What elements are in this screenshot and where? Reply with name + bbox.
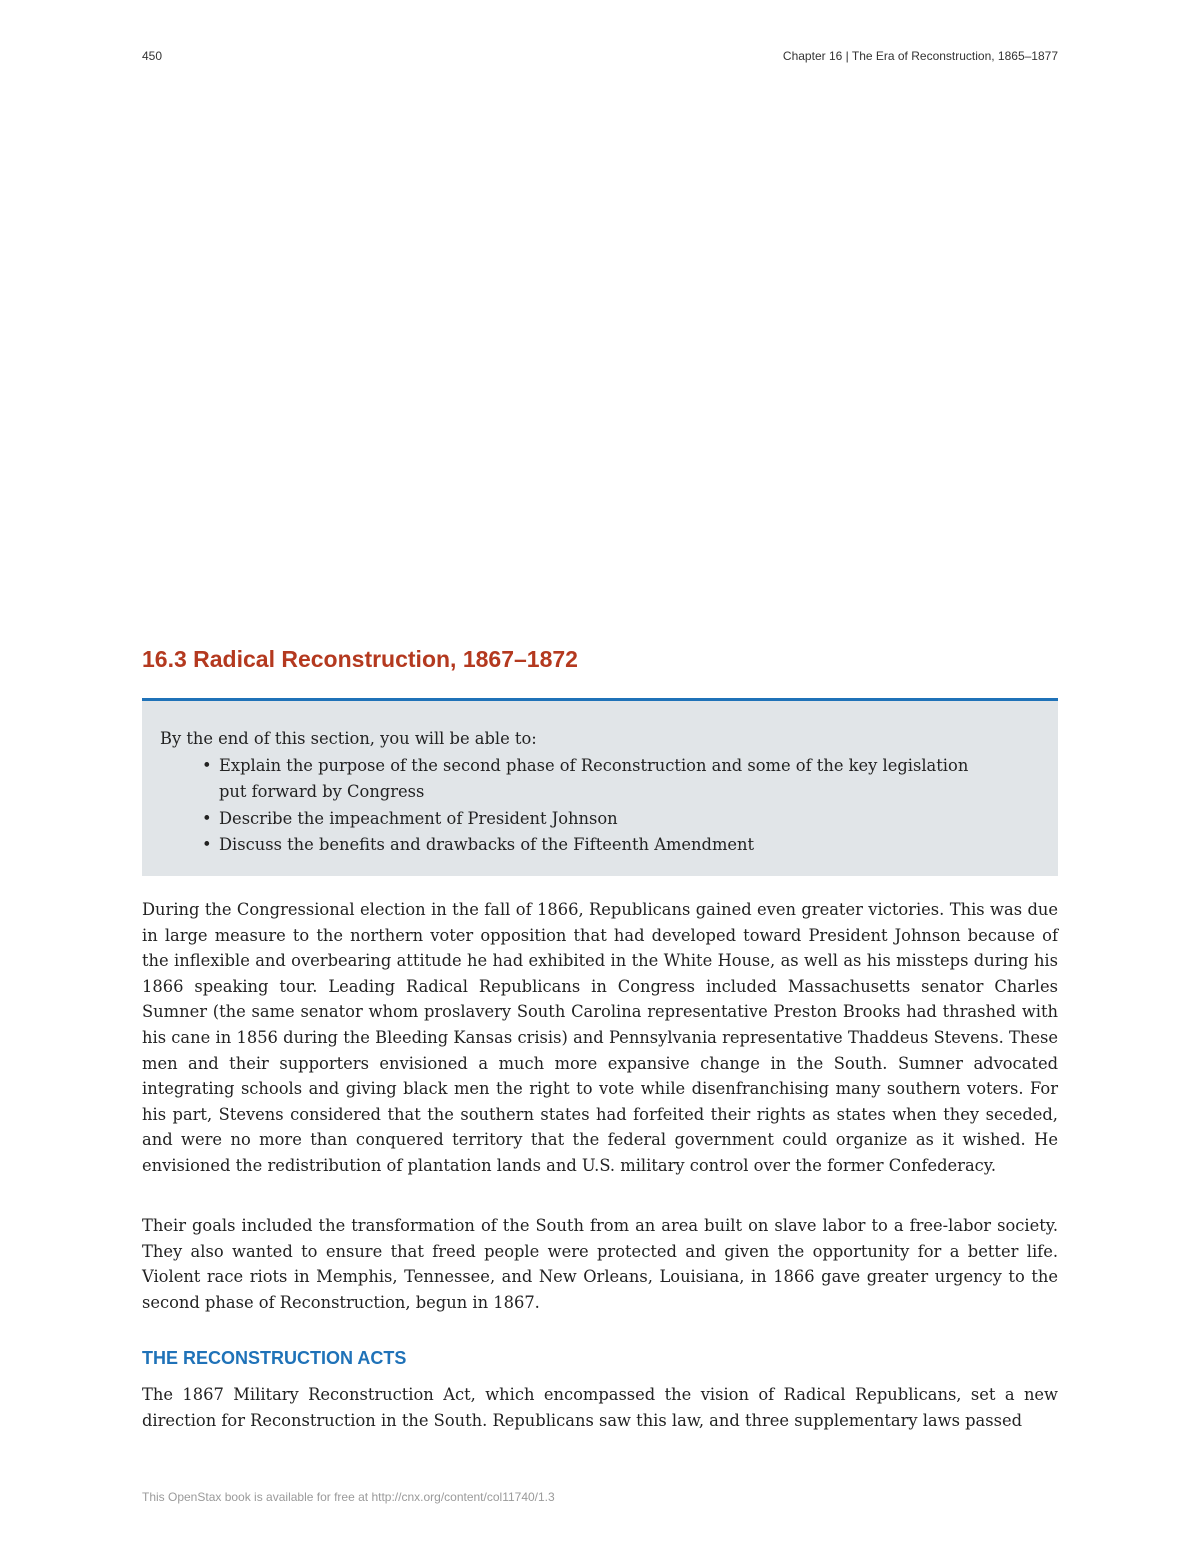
- objective-text: Explain the purpose of the second phase of Reconstruction and some of the key legislation put forward by Congress: [219, 755, 969, 801]
- objective-item: [160, 753, 969, 806]
- body-paragraph: Their goals included the transformation of the South from an area built on slave labor to a free-labor society. They also wanted to ensure that freed people were protected and given the opportunity for a better life. Violent race riots in Memphis, Tennessee, and New Orleans, Louisiana, in 1866 gave greater urgency to the second phase of Reconstruction, begun in 1867.: [142, 1216, 1058, 1312]
- objectives-intro: By the end of this section, you will be able to:: [160, 729, 537, 748]
- body-paragraph: The 1867 Military Reconstruction Act, which encompassed the vision of Radical Republicans, set a new direction for Reconstruction in the South. Republicans saw this law, and three supplementary laws passed: [142, 1385, 1058, 1430]
- subsection-heading: THE RECONSTRUCTION ACTS: [142, 1348, 407, 1368]
- objective-text: Describe the impeachment of President Johnson: [219, 808, 618, 828]
- section-title: 16.3 Radical Reconstruction, 1867–1872: [142, 646, 578, 672]
- body-paragraph: During the Congressional election in the fall of 1866, Republicans gained even greater victories. This was due in large measure to the northern voter opposition that had developed toward President Johnson because of the inflexible and overbearing attitude he had exhibited in the White House, as well as his missteps during his 1866 speaking tour. Leading Radical Republicans in Congress included Massachusetts senator Charles Sumner (the same senator whom proslavery South Carolina representative Preston Brooks had thrashed with his cane in 1856 during the Bleeding Kansas crisis) and Pennsylvania representative Thaddeus Stevens. These men and their supporters envisioned a much more expansive change in the South. Sumner advocated integrating schools and giving black men the right to vote while disenfranchising many southern voters. For his part, Stevens considered that the southern states had forfeited their rights as states when they seceded, and were no more than conquered territory that the federal government could organize as it wished. He envisioned the redistribution of plantation lands and U.S. military control over the former Confederacy.: [142, 900, 1058, 1175]
- objectives-list: [160, 753, 1040, 859]
- running-header: [142, 49, 1058, 65]
- bullet-icon: •: [202, 755, 212, 775]
- learning-objectives-box: [142, 698, 1058, 876]
- bullet-icon: •: [202, 808, 212, 828]
- objective-item: [160, 832, 969, 859]
- page-number: 450: [142, 49, 163, 63]
- page-footer: This OpenStax book is available for free at http://cnx.org/content/col11740/1.3: [142, 1490, 555, 1504]
- bullet-icon: •: [202, 835, 212, 854]
- objective-item: [160, 806, 969, 833]
- objective-text: Discuss the benefits and drawbacks of the Fifteenth Amendment: [219, 835, 755, 854]
- chapter-title: Chapter 16 | The Era of Reconstruction, 1865–1877: [782, 49, 1058, 63]
